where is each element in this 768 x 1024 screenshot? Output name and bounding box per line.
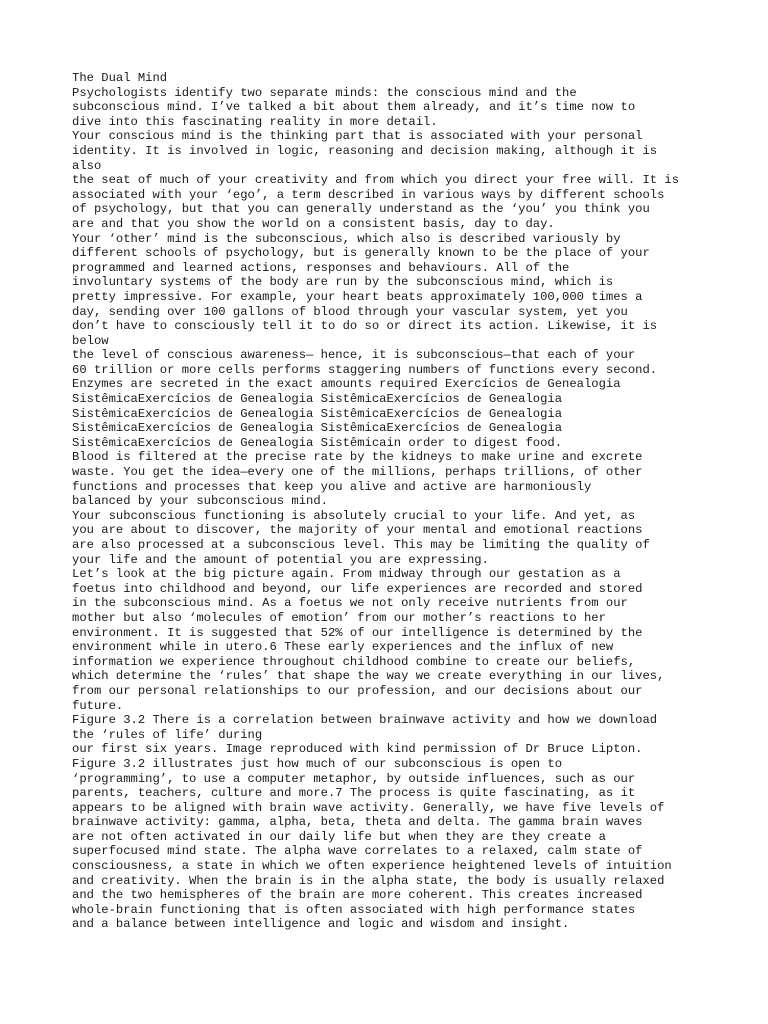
text-line: identity. It is involved in logic, reasoning and decision making, although it is bbox=[72, 143, 658, 158]
text-line: programmed and learned actions, responses and behaviours. All of the bbox=[72, 260, 570, 275]
text-line: involuntary systems of the body are run by the subconscious mind, which is bbox=[72, 275, 614, 290]
text-line: below bbox=[72, 333, 109, 348]
text-line: are and that you show the world on a consistent basis, day to day. bbox=[72, 216, 555, 231]
text-line: different schools of psychology, but is generally known to be the place of your bbox=[72, 246, 650, 261]
text-line: environment. It is suggested that 52% of our intelligence is determined by the bbox=[72, 625, 643, 640]
text-line: SistêmicaExercícios de Genealogia Sistêmicain order to digest food. bbox=[72, 435, 563, 450]
text-line: Let’s look at the big picture again. From midway through our gestation as a bbox=[72, 567, 621, 582]
text-line: 60 trillion or more cells performs staggering numbers of functions every second. bbox=[72, 362, 658, 377]
text-line: don’t have to consciously tell it to do so or direct its action. Likewise, it is bbox=[72, 319, 658, 334]
text-line: dive into this fascinating reality in more detail. bbox=[72, 114, 438, 129]
text-line: and a balance between intelligence and logic and wisdom and insight. bbox=[72, 917, 570, 932]
text-line: the level of conscious awareness— hence, it is subconscious—that each of your bbox=[72, 348, 636, 363]
text-line: the seat of much of your creativity and from which you direct your free will. It is bbox=[72, 173, 680, 188]
text-line: future. bbox=[72, 698, 124, 713]
text-line: functions and processes that keep you alive and active are harmoniously bbox=[72, 479, 592, 494]
text-line: balanced by your subconscious mind. bbox=[72, 494, 328, 509]
text-line: mother but also ‘molecules of emotion’ from our mother’s reactions to her bbox=[72, 610, 606, 625]
text-line: ‘programming’, to use a computer metaphor, by outside influences, such as our bbox=[72, 771, 636, 786]
text-line: SistêmicaExercícios de Genealogia SistêmicaExercícios de Genealogia bbox=[72, 406, 563, 421]
text-line: Figure 3.2 illustrates just how much of our subconscious is open to bbox=[72, 756, 563, 771]
text-line: Enzymes are secreted in the exact amounts required Exercícios de Genealogia bbox=[72, 377, 621, 392]
text-line: and the two hemispheres of the brain are more coherent. This creates increased bbox=[72, 888, 643, 903]
text-line: day, sending over 100 gallons of blood through your vascular system, yet you bbox=[72, 304, 628, 319]
text-line: brainwave activity: gamma, alpha, beta, theta and delta. The gamma brain waves bbox=[72, 815, 643, 830]
document-page bbox=[72, 71, 762, 932]
text-line: SistêmicaExercícios de Genealogia SistêmicaExercícios de Genealogia bbox=[72, 421, 563, 436]
text-line: the ‘rules of life’ during bbox=[72, 727, 263, 742]
text-line: your life and the amount of potential you are expressing. bbox=[72, 552, 489, 567]
text-line: Your conscious mind is the thinking part that is associated with your personal bbox=[72, 129, 643, 144]
text-line: subconscious mind. I’ve talked a bit about them already, and it’s time now to bbox=[72, 100, 636, 115]
text-line: in the subconscious mind. As a foetus we not only receive nutrients from our bbox=[72, 596, 628, 611]
text-line: Your ‘other’ mind is the subconscious, which also is described variously by bbox=[72, 231, 621, 246]
text-line: which determine the ‘rules’ that shape the way we create everything in our lives, bbox=[72, 669, 665, 684]
text-line: Your subconscious functioning is absolutely crucial to your life. And yet, as bbox=[72, 508, 636, 523]
text-line: you are about to discover, the majority of your mental and emotional reactions bbox=[72, 523, 643, 538]
document-title: The Dual Mind bbox=[72, 71, 168, 85]
text-line: environment while in utero.6 These early experiences and the influx of new bbox=[72, 640, 614, 655]
text-line: superfocused mind state. The alpha wave correlates to a relaxed, calm state of bbox=[72, 844, 643, 859]
text-line: Psychologists identify two separate minds: the conscious mind and the bbox=[72, 85, 577, 100]
text-line: are not often activated in our daily life but when they are they create a bbox=[72, 829, 606, 844]
text-line: from our personal relationships to our profession, and our decisions about our bbox=[72, 683, 643, 698]
text-line: waste. You get the idea—every one of the millions, perhaps trillions, of other bbox=[72, 465, 643, 480]
text-line: Figure 3.2 There is a correlation between brainwave activity and how we download bbox=[72, 713, 658, 728]
text-line: whole-brain functioning that is often associated with high performance states bbox=[72, 902, 636, 917]
text-line: information we experience throughout childhood combine to create our beliefs, bbox=[72, 654, 636, 669]
text-line: appears to be aligned with brain wave activity. Generally, we have five levels of bbox=[72, 800, 665, 815]
text-line: are also processed at a subconscious level. This may be limiting the quality of bbox=[72, 538, 650, 552]
text-line: of psychology, but that you can generally understand as the ‘you’ you think you bbox=[72, 202, 650, 217]
text-line: parents, teachers, culture and more.7 The process is quite fascinating, as it bbox=[72, 786, 636, 801]
text-line: and creativity. When the brain is in the alpha state, the body is usually relaxed bbox=[72, 873, 665, 888]
text-line: SistêmicaExercícios de Genealogia SistêmicaExercícios de Genealogia bbox=[72, 392, 563, 407]
text-line: pretty impressive. For example, your heart beats approximately 100,000 times a bbox=[72, 289, 643, 304]
text-line: also bbox=[72, 158, 102, 173]
text-line: associated with your ‘ego’, a term described in various ways by different schools bbox=[72, 187, 665, 202]
text-line: our first six years. Image reproduced with kind permission of Dr Bruce Lipton. bbox=[72, 742, 643, 757]
text-line: foetus into childhood and beyond, our life experiences are recorded and stored bbox=[72, 581, 643, 596]
text-line: consciousness, a state in which we often experience heightened levels of intuition bbox=[72, 859, 672, 874]
text-line: Blood is filtered at the precise rate by the kidneys to make urine and excrete bbox=[72, 450, 643, 465]
